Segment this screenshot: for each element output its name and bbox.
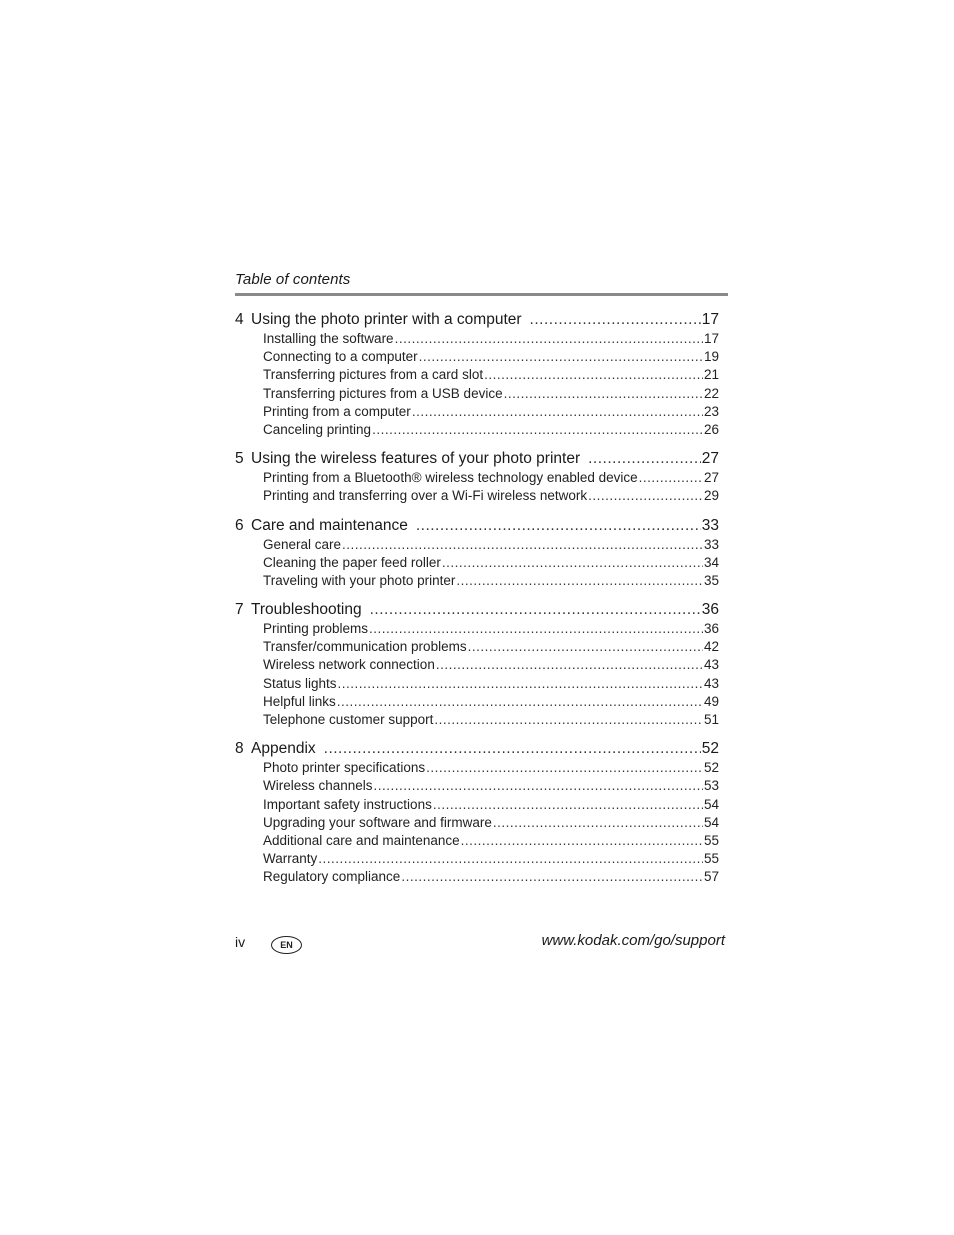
subentry-page-number: 34 xyxy=(703,554,719,570)
chapter-number: 7 xyxy=(235,601,244,619)
dot-leader xyxy=(324,740,701,758)
subentry-title: Helpful links xyxy=(263,693,336,709)
dot-leader xyxy=(588,488,703,503)
toc-subentry[interactable] xyxy=(235,712,719,730)
chapter-page-number: 36 xyxy=(701,601,719,619)
footer-page-number: iv xyxy=(235,934,246,950)
subentry-title: Printing from a Bluetooth® wireless technology enabled device xyxy=(263,470,638,486)
dot-leader xyxy=(337,694,703,709)
dot-leader xyxy=(318,851,703,866)
dot-leader xyxy=(456,573,703,588)
toc-subentry[interactable] xyxy=(235,422,719,440)
toc-chapter-entry[interactable] xyxy=(235,311,719,331)
subentry-title: Status lights xyxy=(263,675,337,691)
subentry-title: Photo printer specifications xyxy=(263,760,426,776)
subentry-title: Transferring pictures from a card slot xyxy=(263,367,484,383)
subentry-page-number: 49 xyxy=(703,693,719,709)
subentry-page-number: 22 xyxy=(703,385,719,401)
subentry-page-number: 57 xyxy=(703,869,719,885)
support-url-link[interactable]: www.kodak.com/go/support xyxy=(541,932,725,949)
subentry-page-number: 55 xyxy=(703,832,719,848)
toc-section xyxy=(235,311,719,440)
dot-leader xyxy=(401,869,703,884)
toc-subentry[interactable] xyxy=(235,778,719,796)
toc-subentry[interactable] xyxy=(235,760,719,778)
subentry-title: Printing and transferring over a Wi-Fi wireless network xyxy=(263,488,588,504)
dot-leader xyxy=(461,833,703,848)
toc-subentry[interactable] xyxy=(235,657,719,675)
toc-subentry[interactable] xyxy=(235,851,719,869)
chapter-number: 4 xyxy=(235,311,244,328)
chapter-title: Appendix xyxy=(251,740,316,758)
toc-subentry[interactable] xyxy=(235,833,719,851)
toc-chapter-entry[interactable] xyxy=(235,517,719,537)
subentry-title: Warranty xyxy=(263,851,318,867)
dot-leader xyxy=(434,712,703,727)
chapter-page-number: 33 xyxy=(701,516,719,534)
chapter-title: Care and maintenance xyxy=(251,516,408,534)
subentry-page-number: 35 xyxy=(703,572,719,588)
subentry-title: Transfer/communication problems xyxy=(263,639,467,655)
dot-leader xyxy=(370,601,701,619)
toc-subentry[interactable] xyxy=(235,621,719,639)
chapter-title: Using the wireless features of your photo printer xyxy=(251,450,581,468)
toc-chapter-entry[interactable] xyxy=(235,601,719,621)
dot-leader xyxy=(530,311,701,329)
subentry-page-number: 43 xyxy=(703,675,719,691)
toc-subentry[interactable] xyxy=(235,694,719,712)
subentry-page-number: 52 xyxy=(703,760,719,776)
subentry-page-number: 43 xyxy=(703,657,719,673)
page-title: Table of contents xyxy=(235,271,351,288)
toc-subentry[interactable] xyxy=(235,537,719,555)
subentry-title: Transferring pictures from a USB device xyxy=(263,385,503,401)
toc-section xyxy=(235,740,719,887)
toc-subentry[interactable] xyxy=(235,404,719,422)
subentry-title: Printing from a computer xyxy=(263,403,411,419)
subentry-title: Cleaning the paper feed roller xyxy=(263,554,441,570)
dot-leader xyxy=(468,639,703,654)
dot-leader xyxy=(433,797,703,812)
dot-leader xyxy=(342,537,703,552)
subentry-title: Additional care and maintenance xyxy=(263,832,460,848)
subentry-title: Important safety instructions xyxy=(263,796,432,812)
table-of-contents xyxy=(235,311,719,898)
subentry-title: Traveling with your photo printer xyxy=(263,572,456,588)
toc-chapter-entry[interactable] xyxy=(235,740,719,760)
subentry-page-number: 42 xyxy=(703,639,719,655)
subentry-page-number: 53 xyxy=(703,778,719,794)
dot-leader xyxy=(639,470,703,485)
dot-leader xyxy=(419,349,703,364)
toc-chapter-entry[interactable] xyxy=(235,450,719,470)
toc-section xyxy=(235,601,719,730)
dot-leader xyxy=(493,815,703,830)
subentry-title: Connecting to a computer xyxy=(263,349,418,365)
subentry-page-number: 54 xyxy=(703,796,719,812)
toc-subentry[interactable] xyxy=(235,331,719,349)
subentry-title: General care xyxy=(263,536,342,552)
subentry-page-number: 55 xyxy=(703,851,719,867)
toc-subentry[interactable] xyxy=(235,488,719,506)
toc-subentry[interactable] xyxy=(235,470,719,488)
dot-leader xyxy=(416,517,701,535)
dot-leader xyxy=(338,676,703,691)
subentry-page-number: 26 xyxy=(703,421,719,437)
chapter-title: Troubleshooting xyxy=(251,601,362,619)
dot-leader xyxy=(484,367,703,382)
subentry-title: Installing the software xyxy=(263,331,394,346)
subentry-page-number: 21 xyxy=(703,367,719,383)
chapter-page-number: 52 xyxy=(701,740,719,758)
chapter-title: Using the photo printer with a computer xyxy=(251,311,522,328)
subentry-page-number: 23 xyxy=(703,403,719,419)
subentry-page-number: 33 xyxy=(703,536,719,552)
subentry-page-number: 29 xyxy=(703,488,719,504)
dot-leader xyxy=(504,386,703,401)
toc-subentry[interactable] xyxy=(235,639,719,657)
header-divider xyxy=(235,293,728,296)
language-badge: EN xyxy=(271,936,302,954)
toc-subentry[interactable] xyxy=(235,367,719,385)
chapter-page-number: 27 xyxy=(701,450,719,468)
dot-leader xyxy=(395,331,703,346)
toc-subentry[interactable] xyxy=(235,573,719,591)
subentry-title: Wireless channels xyxy=(263,778,373,794)
chapter-number: 6 xyxy=(235,516,244,534)
dot-leader xyxy=(588,450,701,468)
toc-subentry[interactable] xyxy=(235,386,719,404)
subentry-page-number: 54 xyxy=(703,814,719,830)
subentry-title: Upgrading your software and firmware xyxy=(263,814,492,830)
chapter-number: 8 xyxy=(235,740,244,758)
chapter-page-number: 17 xyxy=(701,311,719,328)
toc-section xyxy=(235,517,719,592)
dot-leader xyxy=(442,555,703,570)
chapter-number: 5 xyxy=(235,450,244,468)
subentry-page-number: 17 xyxy=(703,331,719,346)
subentry-title: Printing problems xyxy=(263,621,369,637)
toc-subentry[interactable] xyxy=(235,676,719,694)
dot-leader xyxy=(369,621,703,636)
toc-subentry[interactable] xyxy=(235,869,719,887)
subentry-title: Canceling printing xyxy=(263,421,372,437)
toc-section xyxy=(235,450,719,506)
subentry-page-number: 36 xyxy=(703,621,719,637)
toc-subentry[interactable] xyxy=(235,555,719,573)
dot-leader xyxy=(372,422,703,437)
toc-subentry[interactable] xyxy=(235,797,719,815)
subentry-title: Telephone customer support xyxy=(263,712,434,727)
subentry-page-number: 27 xyxy=(703,470,719,486)
toc-subentry[interactable] xyxy=(235,349,719,367)
subentry-page-number: 51 xyxy=(703,712,719,727)
dot-leader xyxy=(412,404,703,419)
dot-leader xyxy=(374,778,703,793)
dot-leader xyxy=(426,760,703,775)
subentry-title: Regulatory compliance xyxy=(263,869,401,885)
dot-leader xyxy=(436,657,703,672)
toc-subentry[interactable] xyxy=(235,815,719,833)
subentry-page-number: 19 xyxy=(703,349,719,365)
subentry-title: Wireless network connection xyxy=(263,657,435,673)
